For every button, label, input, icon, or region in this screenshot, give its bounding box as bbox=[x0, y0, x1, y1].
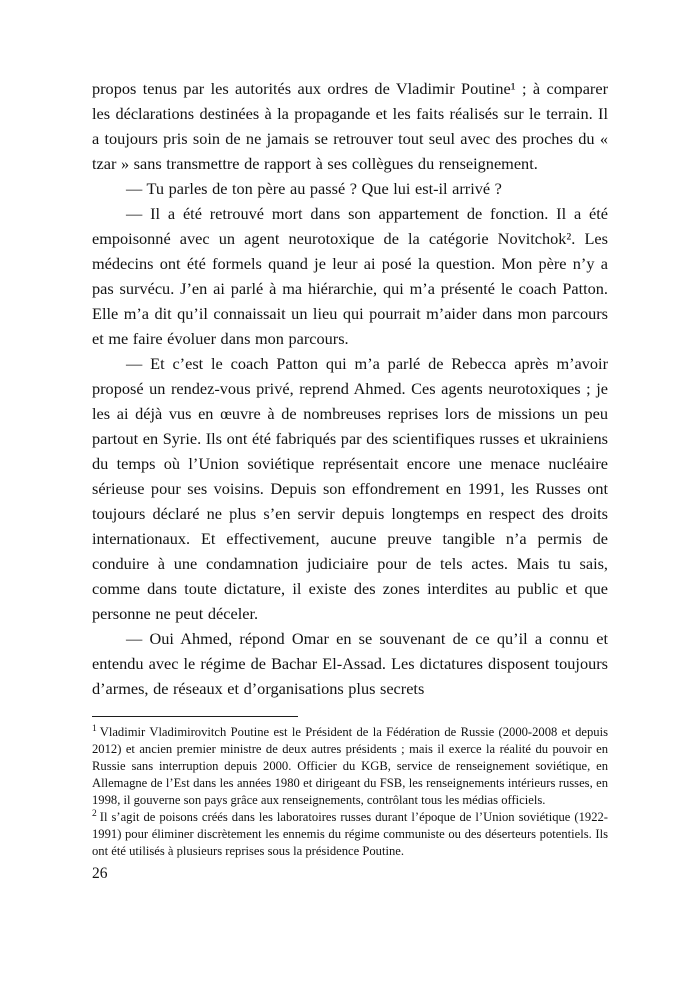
dialogue-paragraph: — Il a été retrouvé mort dans son appartement de fonction. Il a été empoisonné avec un agent neurotoxique de la catégorie Novitchok². Les médecins ont été formels quand je leur ai posé la question. Mon père n’y a pas survécu. J’en ai parlé à ma hiérarchie, qui m’a présenté le coach Patton. Elle m’a dit qu’il connaissait un lieu qui pourrait m’aider dans mon parcours et me faire évoluer dans mon parcours. bbox=[92, 204, 608, 348]
footnote-separator bbox=[92, 716, 298, 717]
paragraph-continuation: propos tenus par les autorités aux ordres de Vladimir Poutine¹ ; à comparer les déclarations destinées à la propagande et les faits réalisés sur le terrain. Il a toujours pris soin de ne jamais se retrouver tout seul avec des proches du « tzar » sans transmettre de rapport à ses collègues du renseignement. bbox=[92, 79, 608, 173]
dialogue-paragraph: — Oui Ahmed, répond Omar en se souvenant de ce qu’il a connu et entendu avec le régime de Bachar El-Assad. Les dictatures disposent toujours d’armes, de réseaux et d’organisations plus secrets bbox=[92, 629, 608, 698]
body-text bbox=[92, 76, 608, 701]
footnote-text: Il s’agit de poisons créés dans les laboratoires russes durant l’époque de l’Union soviétique (1922-1991) pour éliminer discrètement les ennemis du régime communiste ou des déserteurs potentiels. Ils ont été utilisés à plusieurs reprises sous la présidence Poutine. bbox=[92, 810, 608, 858]
dialogue-paragraph: — Et c’est le coach Patton qui m’a parlé de Rebecca après m’avoir proposé un rendez-vous privé, reprend Ahmed. Ces agents neurotoxiques ; je les ai déjà vus en œuvre à de nombreuses reprises lors de missions un peu partout en Syrie. Ils ont été fabriqués par des scientifiques russes et ukrainiens du temps où l’Union soviétique représentait encore une menace nucléaire sérieuse pour ses voisins. Depuis son effondrement en 1991, les Russes ont toujours déclaré ne plus s’en servir depuis longtemps en respect des droits internationaux. Et effectivement, aucune preuve tangible n’a permis de conduire à une condamnation judiciaire pour de tels actes. Mais tu sais, comme dans toute dictature, il existe des zones interdites au public et que personne ne peut déceler. bbox=[92, 354, 608, 623]
page-number: 26 bbox=[92, 865, 108, 882]
footnote-text: Vladimir Vladimirovitch Poutine est le Président de la Fédération de Russie (2000-2008 et depuis 2012) et ancien premier ministre de deux autres présidents ; mais il exerce la réalité du pouvoir en Russie sans interruption depuis 2000. Officier du KGB, service de renseignement soviétique, en Allemagne de l’Est dans les années 1980 et dirigeant du FSB, les renseignements intérieurs russes, en 1998, il gouverne son pays grâce aux renseignements, contrôlant tous les médias officiels. bbox=[92, 725, 608, 807]
footnote bbox=[92, 809, 608, 860]
footnote-marker: 1 bbox=[92, 723, 97, 734]
footnote bbox=[92, 724, 608, 809]
dialogue-paragraph: — Tu parles de ton père au passé ? Que lui est-il arrivé ? bbox=[126, 179, 502, 198]
footnotes-section bbox=[92, 724, 608, 860]
footnote-marker: 2 bbox=[92, 808, 97, 819]
